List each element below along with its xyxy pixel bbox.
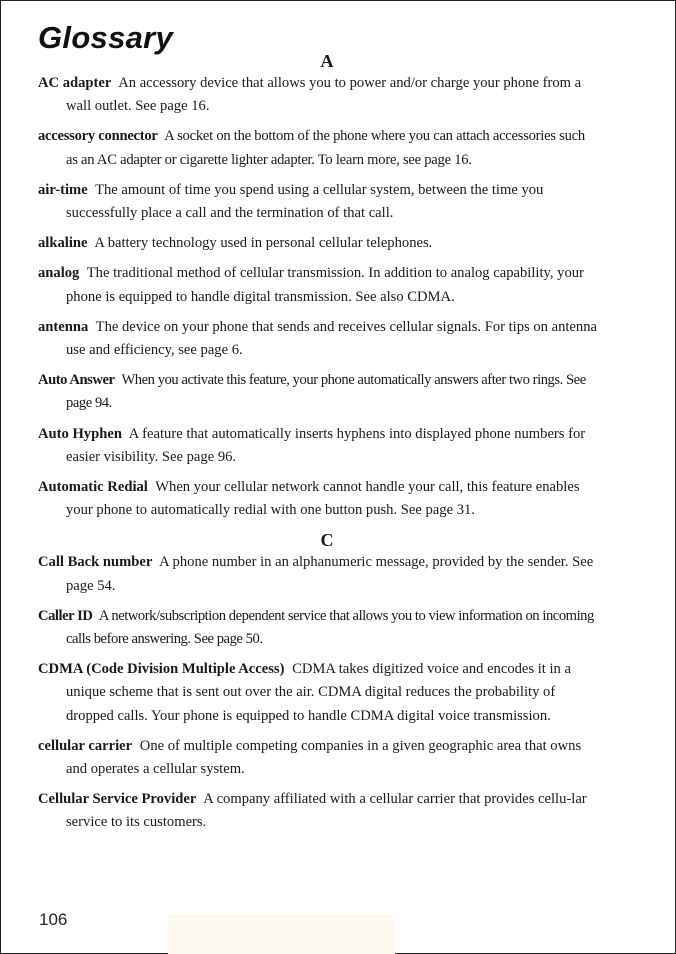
entry-definition: A battery technology used in personal cellular telephones. <box>94 235 433 252</box>
glossary-entry <box>38 735 598 781</box>
glossary-entry <box>38 262 598 308</box>
entry-term: AC adapter <box>38 75 112 91</box>
entry-definition: When your cellular network cannot handle your call, this feature enables your phone to automatically redial with one button push. See page 31. <box>66 479 580 519</box>
glossary-entry <box>38 605 598 651</box>
entry-term: antenna <box>38 318 89 335</box>
entry-definition: A network/subscription dependent service that allows you to view information on incoming calls before answering. See page 50. <box>66 607 594 648</box>
entry-term: analog <box>38 265 80 282</box>
entry-definition: An accessory device that allows you to power and/or charge your phone from a wall outlet. See page 16. <box>66 75 582 115</box>
entry-definition: A phone number in an alphanumeric message, provided by the sender. See page 54. <box>66 554 594 594</box>
entry-definition: The traditional method of cellular transmission. In addition to analog capability, your phone is equipped to handle digital transmission. See also CDMA. <box>66 265 584 305</box>
entry-term: CDMA (Code Division Multiple Access) <box>38 661 285 678</box>
entry-term: air-time <box>38 181 88 198</box>
entry-definition: One of multiple competing companies in a given geographic area that owns and operates a cellular system. <box>66 737 582 778</box>
entry-definition: A socket on the bottom of the phone where you can attach accessories such as an AC adapter or cigarette lighter adapter. To learn more, see page 16. <box>66 128 585 168</box>
entry-term: alkaline <box>38 235 88 252</box>
glossary-entry <box>38 179 598 225</box>
glossary-entry <box>38 476 598 522</box>
glossary-entry <box>38 72 598 118</box>
page-title: Glossary <box>38 20 174 55</box>
glossary-entry <box>38 232 598 255</box>
footer-tab <box>168 914 395 954</box>
entry-definition: The amount of time you spend using a cellular system, between the time you successfully place a call and the termination of that call. <box>66 181 544 222</box>
entry-term: Automatic Redial <box>38 479 148 496</box>
section-letter-c: C <box>320 530 334 551</box>
entry-term: accessory connector <box>38 128 158 145</box>
glossary-entry <box>38 125 598 171</box>
entry-term: Call Back number <box>38 554 153 571</box>
entry-term: Auto Hyphen <box>38 425 122 442</box>
entry-definition: A company affiliated with a cellular carrier that provides cellu-lar service to its customers. <box>66 791 587 831</box>
entry-term: cellular carrier <box>38 737 133 754</box>
entry-definition: The device on your phone that sends and receives cellular signals. For tips on antenna use and efficiency, see page 6. <box>66 318 597 359</box>
glossary-entry <box>38 423 598 469</box>
glossary-entry <box>38 658 598 728</box>
glossary-entry <box>38 788 598 834</box>
entry-term: Cellular Service Provider <box>38 791 197 808</box>
page-number: 106 <box>39 910 68 929</box>
entry-definition: A feature that automatically inserts hyphens into displayed phone numbers for easier visibility. See page 96. <box>66 425 586 465</box>
glossary-content <box>38 50 598 842</box>
entry-definition: When you activate this feature, your phone automatically answers after two rings. See page 94. <box>66 372 586 412</box>
glossary-entry <box>38 369 598 415</box>
glossary-entry <box>38 551 598 597</box>
entry-term: Auto Answer <box>38 372 115 389</box>
section-letter-a: A <box>320 51 334 71</box>
glossary-entry <box>38 316 598 362</box>
entry-definition: CDMA takes digitized voice and encodes it in a unique scheme that is sent out over the air. CDMA digital reduces the probability of dropped calls. Your phone is equipped to handle CDMA digital voice transmission. <box>66 661 571 724</box>
entry-term: Caller ID <box>38 607 93 624</box>
